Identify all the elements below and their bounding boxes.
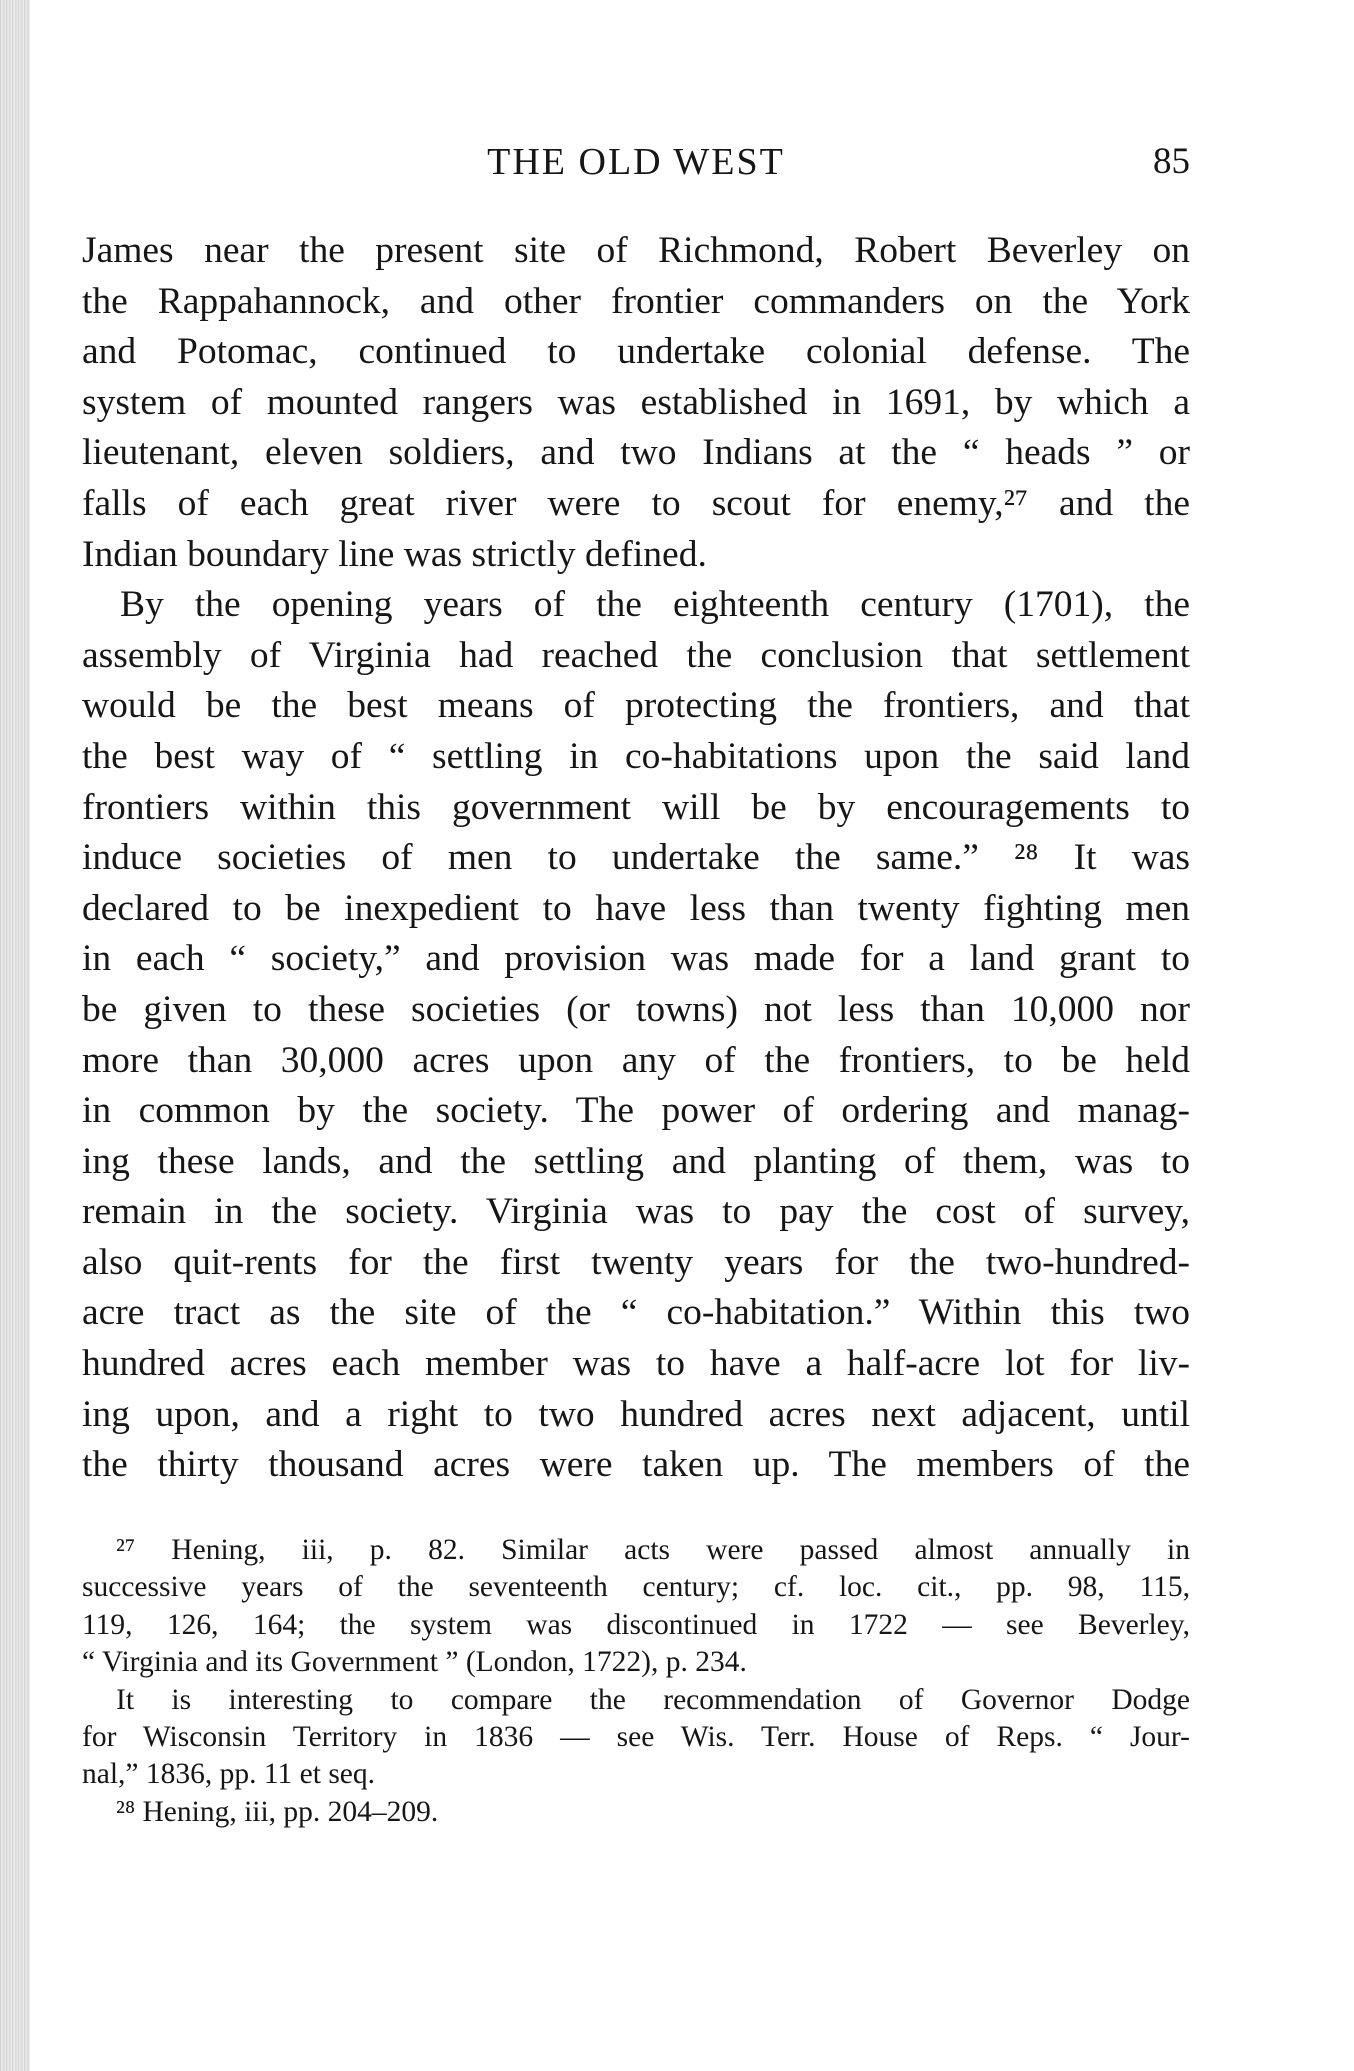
body-line: also quit-rents for the first twenty years for the two-hundred- xyxy=(82,1241,1190,1283)
body-line: and Potomac, continued to undertake colonial defense. The xyxy=(82,331,1190,373)
body-line: James near the present site of Richmond, Robert Beverley on xyxy=(82,230,1190,271)
footnote-27-line: for Wisconsin Territory in 1836 — see Wis. Terr. House of Reps. “ Jour- xyxy=(82,1720,1190,1753)
body-line: Indian boundary line was strictly defined. xyxy=(82,533,707,575)
paragraph-start-line: By the opening years of the eighteenth century (1701), the xyxy=(120,584,1190,626)
running-head: THE OLD WEST xyxy=(487,141,785,183)
body-line: in each “ society,” and provision was made for a land grant to xyxy=(82,938,1190,980)
footnote-28-line: ²⁸ Hening, iii, pp. 204–209. xyxy=(116,1795,439,1828)
body-line: lieutenant, eleven soldiers, and two Indians at the “ heads ” or xyxy=(82,432,1190,474)
footnote-27-line: “ Virginia and its Government ” (London, 1722), p. 234. xyxy=(82,1646,747,1679)
footnotes xyxy=(82,1532,1190,1831)
page-header xyxy=(82,140,1190,190)
body-line: more than 30,000 acres upon any of the frontiers, to be held xyxy=(82,1039,1190,1081)
footnote-27-line: ²⁷ Hening, iii, p. 82. Similar acts were passed almost annually in xyxy=(116,1534,1190,1566)
body-line: ing upon, and a right to two hundred acres next adjacent, until xyxy=(82,1393,1190,1435)
body-line: falls of each great river were to scout for enemy,²⁷ and the xyxy=(82,482,1190,524)
body-line: be given to these societies (or towns) not less than 10,000 nor xyxy=(82,988,1190,1030)
body-line: assembly of Virginia had reached the conclusion that settlement xyxy=(82,634,1190,676)
page-number: 85 xyxy=(1153,141,1190,182)
scan-edge-shadow xyxy=(0,0,30,2071)
body-line: system of mounted rangers was established in 1691, by which a xyxy=(82,381,1190,423)
body-line: remain in the society. Virginia was to pay the cost of survey, xyxy=(82,1191,1190,1233)
footnote-27-line: 119, 126, 164; the system was discontinued in 1722 — see Beverley, xyxy=(82,1608,1190,1641)
body-line: the best way of “ settling in co-habitations upon the said land xyxy=(82,735,1190,777)
body-line: would be the best means of protecting the frontiers, and that xyxy=(82,685,1190,727)
footnote-27-line: nal,” 1836, pp. 11 et seq. xyxy=(82,1758,376,1791)
footnote-27-line: successive years of the seventeenth century; cf. loc. cit., pp. 98, 115, xyxy=(82,1571,1190,1604)
body-line: in common by the society. The power of ordering and manag- xyxy=(82,1090,1190,1132)
body-line: declared to be inexpedient to have less than twenty fighting men xyxy=(82,887,1190,929)
body-text xyxy=(82,226,1190,1491)
body-line: acre tract as the site of the “ co-habitation.” Within this two xyxy=(82,1292,1190,1334)
body-line: frontiers within this government will be by encouragements to xyxy=(82,786,1190,828)
body-line: the thirty thousand acres were taken up. The members of the xyxy=(82,1444,1190,1486)
body-line: induce societies of men to undertake the same.” ²⁸ It was xyxy=(82,837,1190,879)
footnote-27-line: It is interesting to compare the recommendation of Governor Dodge xyxy=(116,1683,1190,1716)
body-line: the Rappahannock, and other frontier commanders on the York xyxy=(82,280,1190,322)
body-line: ing these lands, and the settling and planting of them, was to xyxy=(82,1140,1190,1182)
body-line: hundred acres each member was to have a half-acre lot for liv- xyxy=(82,1343,1190,1385)
